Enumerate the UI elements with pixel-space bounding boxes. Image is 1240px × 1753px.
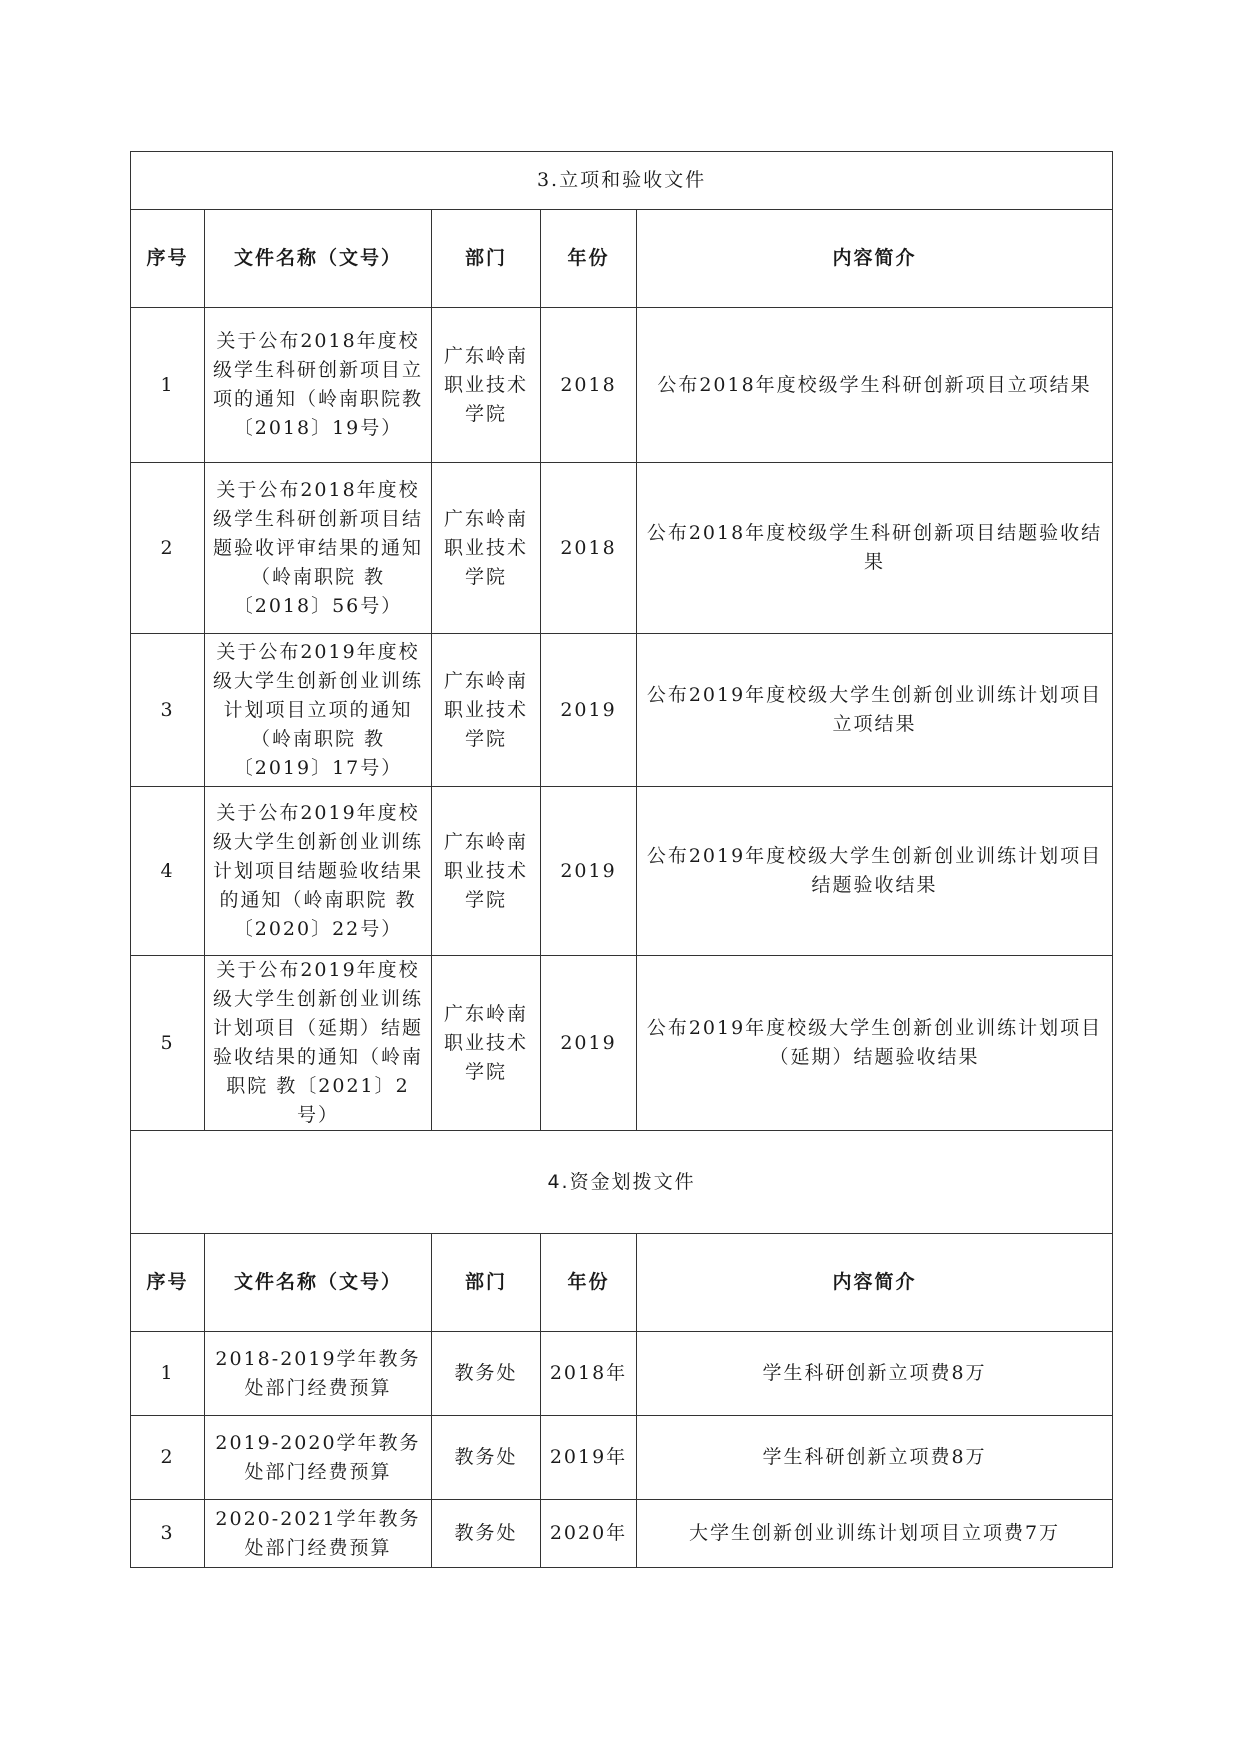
section-4-title: 4.资金划拨文件 (131, 1131, 1113, 1234)
table-row (131, 463, 1113, 634)
section-3-title: 3.立项和验收文件 (131, 152, 1113, 210)
row-year: 2019 (541, 956, 637, 1131)
row-department: 广东岭南职业技术学院 (432, 308, 541, 463)
row-summary: 学生科研创新立项费8万 (637, 1332, 1113, 1416)
header-summary: 内容简介 (637, 1234, 1113, 1332)
table-row (131, 1416, 1113, 1500)
section-4-header-row (131, 1234, 1113, 1332)
row-file-name: 关于公布2019年度校级大学生创新创业训练计划项目立项的通知（岭南职院 教〔2019〕17号） (205, 634, 432, 787)
row-summary: 大学生创新创业训练计划项目立项费7万 (637, 1500, 1113, 1568)
header-year: 年份 (541, 1234, 637, 1332)
row-file-name: 关于公布2019年度校级大学生创新创业训练计划项目（延期）结题验收结果的通知（岭南职院 教〔2021〕2号） (205, 956, 432, 1131)
row-file-name: 关于公布2018年度校级学生科研创新项目立项的通知（岭南职院教〔2018〕19号） (205, 308, 432, 463)
row-department: 广东岭南职业技术学院 (432, 634, 541, 787)
row-year: 2019年 (541, 1416, 637, 1500)
row-index: 1 (131, 308, 205, 463)
header-file-name: 文件名称（文号） (205, 210, 432, 308)
row-year: 2018 (541, 308, 637, 463)
row-index: 2 (131, 1416, 205, 1500)
row-summary: 公布2018年度校级学生科研创新项目结题验收结果 (637, 463, 1113, 634)
row-index: 1 (131, 1332, 205, 1416)
header-department: 部门 (432, 210, 541, 308)
table-row (131, 634, 1113, 787)
row-department: 教务处 (432, 1416, 541, 1500)
section-3-title-row (131, 152, 1113, 210)
table-row (131, 787, 1113, 956)
row-index: 4 (131, 787, 205, 956)
row-department: 广东岭南职业技术学院 (432, 956, 541, 1131)
row-year: 2018 (541, 463, 637, 634)
row-year: 2018年 (541, 1332, 637, 1416)
row-department: 教务处 (432, 1332, 541, 1416)
table-row (131, 308, 1113, 463)
header-year: 年份 (541, 210, 637, 308)
row-index: 5 (131, 956, 205, 1131)
row-index: 3 (131, 634, 205, 787)
header-summary: 内容简介 (637, 210, 1113, 308)
row-index: 2 (131, 463, 205, 634)
row-department: 广东岭南职业技术学院 (432, 463, 541, 634)
header-index: 序号 (131, 1234, 205, 1332)
section-4-title-row (131, 1131, 1113, 1234)
row-department: 教务处 (432, 1500, 541, 1568)
table-row (131, 956, 1113, 1131)
row-year: 2019 (541, 787, 637, 956)
header-file-name: 文件名称（文号） (205, 1234, 432, 1332)
row-summary: 公布2018年度校级学生科研创新项目立项结果 (637, 308, 1113, 463)
row-department: 广东岭南职业技术学院 (432, 787, 541, 956)
row-file-name: 关于公布2018年度校级学生科研创新项目结题验收评审结果的通知（岭南职院 教〔2018〕56号） (205, 463, 432, 634)
document-table (130, 151, 1113, 1568)
row-file-name: 2019-2020学年教务处部门经费预算 (205, 1416, 432, 1500)
row-year: 2020年 (541, 1500, 637, 1568)
row-index: 3 (131, 1500, 205, 1568)
header-department: 部门 (432, 1234, 541, 1332)
row-year: 2019 (541, 634, 637, 787)
row-summary: 公布2019年度校级大学生创新创业训练计划项目立项结果 (637, 634, 1113, 787)
row-summary: 公布2019年度校级大学生创新创业训练计划项目（延期）结题验收结果 (637, 956, 1113, 1131)
row-file-name: 关于公布2019年度校级大学生创新创业训练计划项目结题验收结果的通知（岭南职院 教〔2020〕22号） (205, 787, 432, 956)
row-summary: 学生科研创新立项费8万 (637, 1416, 1113, 1500)
table-row (131, 1332, 1113, 1416)
section-3-header-row (131, 210, 1113, 308)
row-summary: 公布2019年度校级大学生创新创业训练计划项目结题验收结果 (637, 787, 1113, 956)
header-index: 序号 (131, 210, 205, 308)
row-file-name: 2018-2019学年教务处部门经费预算 (205, 1332, 432, 1416)
table-row (131, 1500, 1113, 1568)
row-file-name: 2020-2021学年教务处部门经费预算 (205, 1500, 432, 1568)
